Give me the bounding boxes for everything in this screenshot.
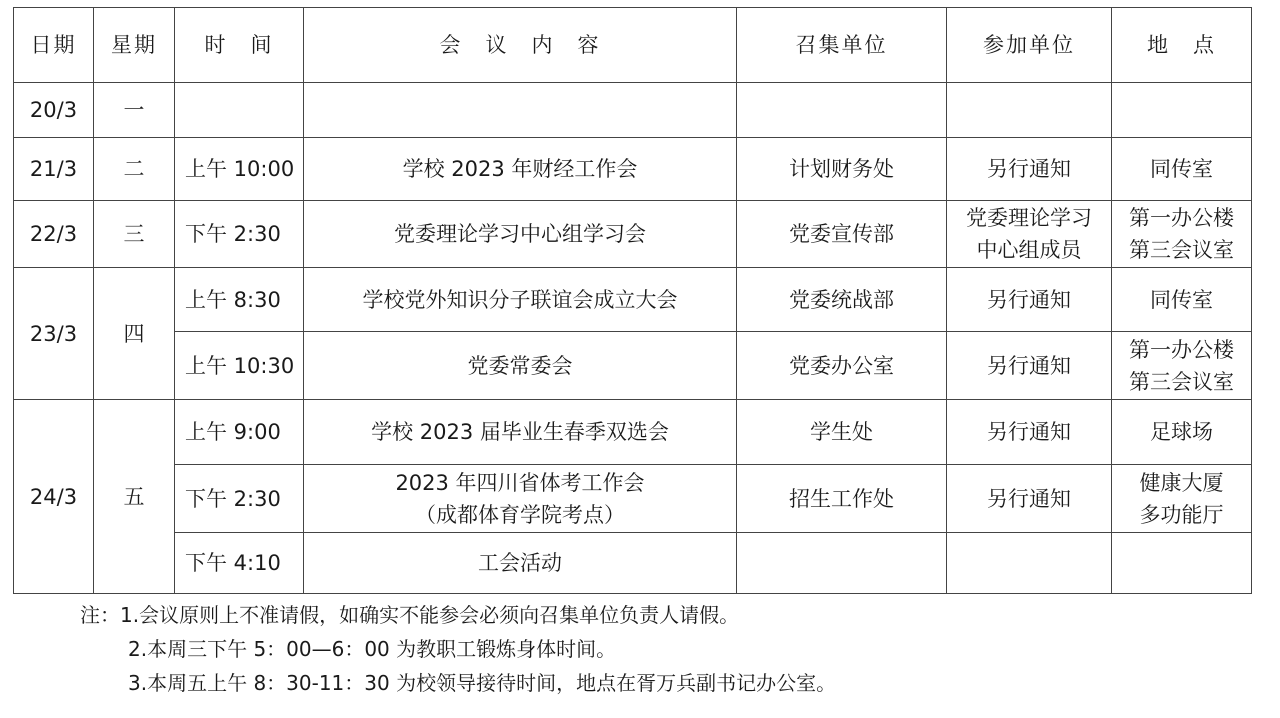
cell-weekday: 一 bbox=[94, 83, 175, 138]
header-participants: 参加单位 bbox=[947, 8, 1112, 83]
cell-date: 20/3 bbox=[14, 83, 94, 138]
cell-date: 23/3 bbox=[14, 268, 94, 400]
location-line-1: 健康大厦 bbox=[1139, 470, 1224, 495]
header-date: 日期 bbox=[14, 8, 94, 83]
cell-content: 工会活动 bbox=[304, 533, 737, 594]
table-row bbox=[14, 201, 1252, 268]
cell-date: 21/3 bbox=[14, 138, 94, 201]
cell-participants: 另行通知 bbox=[947, 268, 1112, 332]
cell-participants bbox=[947, 83, 1112, 138]
schedule-notes bbox=[80, 598, 836, 700]
cell-participants: 另行通知 bbox=[947, 138, 1112, 201]
header-location: 地 点 bbox=[1112, 8, 1252, 83]
cell-organizer: 党委宣传部 bbox=[737, 201, 947, 268]
cell-time bbox=[175, 83, 304, 138]
cell-date: 24/3 bbox=[14, 400, 94, 594]
cell-participants: 另行通知 bbox=[947, 332, 1112, 400]
cell-organizer bbox=[737, 533, 947, 594]
table-row bbox=[14, 400, 1252, 465]
cell-location: 同传室 bbox=[1112, 268, 1252, 332]
meeting-schedule-table bbox=[13, 7, 1252, 594]
table-row bbox=[14, 533, 1252, 594]
cell-organizer bbox=[737, 83, 947, 138]
header-weekday: 星期 bbox=[94, 8, 175, 83]
cell-participants bbox=[947, 533, 1112, 594]
cell-content: 学校 2023 年财经工作会 bbox=[304, 138, 737, 201]
cell-organizer: 招生工作处 bbox=[737, 465, 947, 533]
cell-time: 上午 8:30 bbox=[175, 268, 304, 332]
cell-content bbox=[304, 83, 737, 138]
cell-content: 党委常委会 bbox=[304, 332, 737, 400]
cell-organizer: 学生处 bbox=[737, 400, 947, 465]
content-line-1: 2023 年四川省体考工作会 bbox=[395, 470, 645, 495]
cell-content bbox=[304, 465, 737, 533]
header-time: 时 间 bbox=[175, 8, 304, 83]
cell-time: 下午 4:10 bbox=[175, 533, 304, 594]
cell-content: 学校 2023 届毕业生春季双选会 bbox=[304, 400, 737, 465]
cell-time: 上午 10:00 bbox=[175, 138, 304, 201]
note-line-3: 3.本周五上午 8：30-11：30 为校领导接待时间，地点在胥万兵副书记办公室。 bbox=[128, 671, 837, 695]
cell-date: 22/3 bbox=[14, 201, 94, 268]
cell-time: 下午 2:30 bbox=[175, 465, 304, 533]
table-row bbox=[14, 83, 1252, 138]
note-line-1: 注：1.会议原则上不准请假，如确实不能参会必须向召集单位负责人请假。 bbox=[80, 603, 740, 627]
cell-weekday: 三 bbox=[94, 201, 175, 268]
location-line-2: 第三会议室 bbox=[1129, 369, 1234, 394]
cell-content: 党委理论学习中心组学习会 bbox=[304, 201, 737, 268]
cell-time: 上午 10:30 bbox=[175, 332, 304, 400]
cell-time: 下午 2:30 bbox=[175, 201, 304, 268]
cell-time: 上午 9:00 bbox=[175, 400, 304, 465]
cell-location bbox=[1112, 332, 1252, 400]
cell-organizer: 计划财务处 bbox=[737, 138, 947, 201]
table-row bbox=[14, 332, 1252, 400]
cell-participants: 另行通知 bbox=[947, 465, 1112, 533]
cell-organizer: 党委统战部 bbox=[737, 268, 947, 332]
cell-location bbox=[1112, 465, 1252, 533]
cell-content: 学校党外知识分子联谊会成立大会 bbox=[304, 268, 737, 332]
cell-location: 同传室 bbox=[1112, 138, 1252, 201]
table-row bbox=[14, 138, 1252, 201]
header-organizer: 召集单位 bbox=[737, 8, 947, 83]
cell-weekday: 四 bbox=[94, 268, 175, 400]
cell-participants bbox=[947, 201, 1112, 268]
table-row bbox=[14, 268, 1252, 332]
table-row bbox=[14, 465, 1252, 533]
content-line-2: （成都体育学院考点） bbox=[415, 502, 625, 527]
location-line-2: 第三会议室 bbox=[1129, 238, 1234, 262]
location-line-1: 第一办公楼 bbox=[1129, 206, 1234, 230]
cell-location bbox=[1112, 201, 1252, 268]
cell-organizer: 党委办公室 bbox=[737, 332, 947, 400]
header-content: 会 议 内 容 bbox=[304, 8, 737, 83]
cell-location bbox=[1112, 533, 1252, 594]
location-line-1: 第一办公楼 bbox=[1129, 337, 1234, 362]
location-line-2: 多功能厅 bbox=[1139, 502, 1224, 527]
cell-participants: 另行通知 bbox=[947, 400, 1112, 465]
note-line-2: 2.本周三下午 5：00—6：00 为教职工锻炼身体时间。 bbox=[128, 637, 617, 661]
participants-line-2: 中心组成员 bbox=[976, 238, 1082, 262]
cell-location: 足球场 bbox=[1112, 400, 1252, 465]
cell-weekday: 二 bbox=[94, 138, 175, 201]
cell-weekday: 五 bbox=[94, 400, 175, 594]
cell-location bbox=[1112, 83, 1252, 138]
participants-line-1: 党委理论学习 bbox=[966, 206, 1092, 230]
header-row bbox=[14, 8, 1252, 83]
